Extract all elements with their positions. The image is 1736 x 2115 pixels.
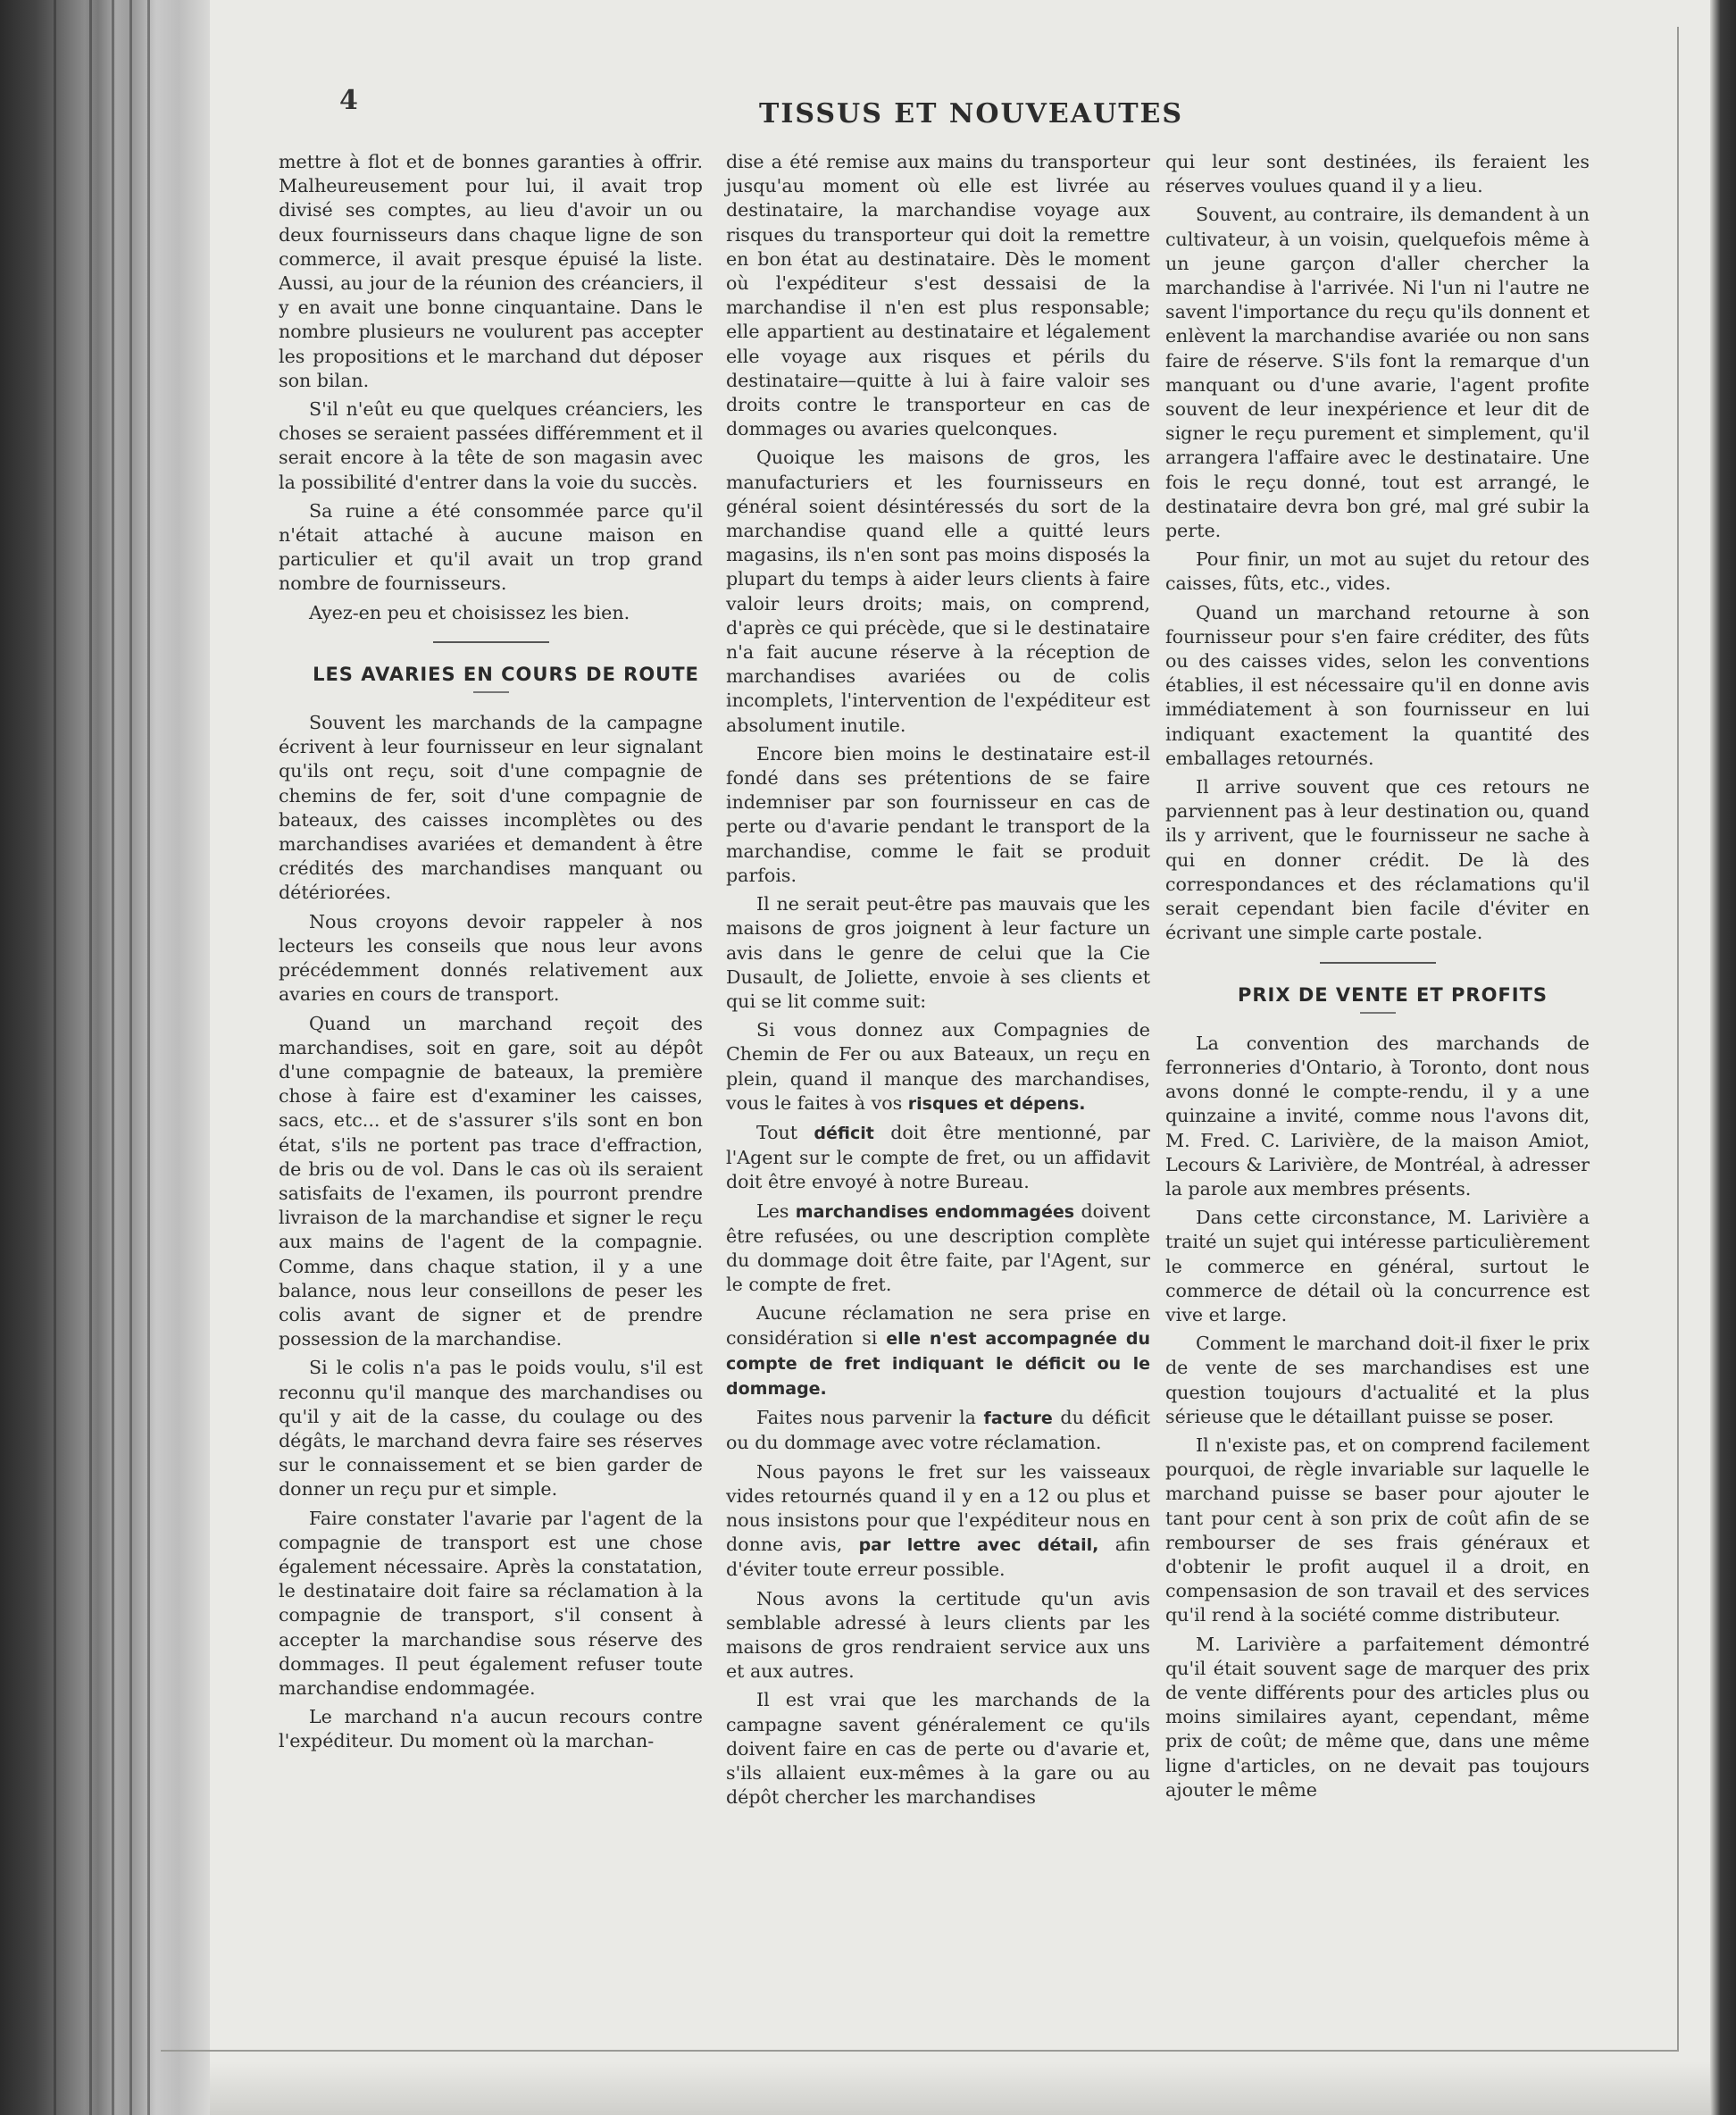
notice-paragraph: Faites nous parvenir la facture du déficit ou du dommage avec votre réclamation. [726,1407,1150,1454]
paragraph: S'il n'eût eu que quelques créanciers, les choses se seraient passées différemment et il serait encore à la tête de son magasin avec la possibilité d'entrer dans la voie du succès. [279,398,703,493]
notice-paragraph: Aucune réclamation ne sera prise en considération si elle n'est accompagnée du compte de fret indiquant le déficit ou le dommage. [726,1302,1150,1399]
paragraph: Il arrive souvent que ces retours ne parviennent pas à leur destination ou, quand ils y arrivent, que le fournisseur ne sache à qui en donner crédit. De là des correspondances et des réclamations qu'il serait cependant bien facile d'éviter en écrivant une simple carte postale. [1165,776,1590,944]
heading-rule [473,691,509,693]
notice-paragraph: Si vous donnez aux Compagnies de Chemin de Fer ou aux Bateaux, un reçu en plein, quand il manque des marchandises, vous le faites à vos risques et dépens. [726,1019,1150,1114]
running-title: TISSUS ET NOUVEAUTES [759,98,1184,130]
paragraph: Sa ruine a été consommée parce qu'il n'était attaché à aucune maison en particulier et qu'il avait un trop grand nombre de fournisseurs. [279,499,703,595]
paragraph: qui leur sont destinées, ils feraient les réserves voulues quand il y a lieu. [1165,151,1590,197]
page-number: 4 [339,85,358,116]
notice-paragraph: Tout déficit doit être mentionné, par l'Agent sur le compte de fret, ou un affidavit doit être envoyé à notre Bureau. [726,1121,1150,1193]
paragraph: Le marchand n'a aucun recours contre l'expéditeur. Du moment où la marchan- [279,1706,703,1752]
paragraph: M. Larivière a parfaitement démontré qu'il était souvent sage de marquer des prix de vente différents pour des articles plus ou moins similaires ayant, cependant, même prix de coût; de même que, dans une même ligne d'articles, on ne devait pas toujours ajouter le même [1165,1633,1590,1801]
section-divider [1320,962,1436,964]
paragraph: Dans cette circonstance, M. Larivière a traité un sujet qui intéresse particulièrement le commerce en général, surtout le commerce de détail où la concurrence est vive et large. [1165,1207,1590,1325]
paragraph: Il est vrai que les marchands de la campagne savent généralement ce qu'ils doivent faire en cas de perte ou d'avarie et, s'ils allaient eux-mêmes à la gare ou au dépôt chercher les marchandises [726,1689,1150,1809]
page-frame-bottom [161,2050,1679,2052]
notice-paragraph: Nous payons le fret sur les vaisseaux vides retournés quand il y en a 12 ou plus et nous insistons pour que l'expéditeur nous en donne avis, par lettre avec détail, afin d'éviter toute erreur possible. [726,1460,1150,1581]
page-header [268,85,1590,138]
section-heading: LES AVARIES EN COURS DE ROUTE [313,663,699,685]
right-page-edge [1710,0,1736,2115]
column-1 [279,150,703,1759]
paragraph: Faire constater l'avarie par l'agent de la compagnie de transport est une chose également nécessaire. Après la constatation, le destinataire doit faire sa réclamation à la compagnie de transport, s'il consent à accepter la marchandise sous réserve des dommages. Il peut également refuser toute marchandise endommagée. [279,1507,703,1699]
column-3 [1165,150,1590,1807]
heading-rule [1360,1012,1396,1014]
paragraph: Quand un marchand reçoit des marchandises, soit en gare, soit au dépôt d'une compagnie de bateaux, la première chose à faire est d'examiner les caisses, sacs, etc... et de s'assurer s'ils sont en bon état, s'ils ne portent pas trace d'effraction, de bris ou de vol. Dans le cas où ils seraient satisfaits de l'examen, ils pourront prendre livraison de la marchandise et signer le reçu aux mains de l'agent de la compagnie. Comme, dans chaque station, il y a une balance, nous leur conseillons de peser les colis avant de signer et de prendre possession de la marchandise. [279,1012,703,1350]
paragraph: Nous croyons devoir rappeler à nos lecteurs les conseils que nous leur avons précédemment donnés relativement aux avaries en cours de transport. [279,910,703,1006]
paragraph: Pour finir, un mot au sujet du retour des caisses, fûts, etc., vides. [1165,548,1590,595]
paragraph: mettre à flot et de bonnes garanties à offrir. Malheureusement pour lui, il avait trop divisé ses comptes, au lieu d'avoir un ou deux fournisseurs dans chaque ligne de son commerce, il avait presque épuisé la liste. Aussi, au jour de la réunion des créanciers, il y en avait une bonne cinquantaine. Dans le nombre plusieurs ne voulurent pas accepter les propositions et le marchand dut déposer son bilan. [279,151,703,391]
paragraph: Comment le marchand doit-il fixer le prix de vente de ses marchandises est une question toujours d'actualité et la plus sérieuse que le détaillant puisse se poser. [1165,1333,1590,1427]
paragraph: Nous avons la certitude qu'un avis semblable adressé à leurs clients par les maisons de gros rendraient service aux uns et aux autres. [726,1587,1150,1683]
paragraph: Souvent, au contraire, ils demandent à un cultivateur, à un voisin, quelquefois même à un jeune garçon d'aller chercher la marchandise à l'arrivée. Ni l'un ni l'autre ne savent l'importance du reçu qu'ils donnent et enlèvent la marchandise avariée ou non sans faire de réserve. S'ils font la remarque d'un manquant ou d'une avarie, l'agent profite souvent de leur inexpérience et leur dit de signer le reçu purement et simplement, qu'il arrangera l'affaire avec le destinataire. Une fois le reçu donné, tout est arrangé, le destinataire devra bon gré, mal gré subir la perte. [1165,204,1590,542]
page-frame-right [1677,27,1679,2051]
paragraph: Quand un marchand retourne à son fournisseur pour s'en faire créditer, des fûts ou des caisses vides, selon les conventions établies, il est nécessaire qu'il en donne avis immédiatement à son fournisseur en lui indiquant exactement la quantité des emballages retournés. [1165,601,1590,769]
paragraph: Souvent les marchands de la campagne écrivent à leur fournisseur en leur signalant qu'ils ont reçu, soit d'une compagnie de chemins de fer, soit d'une compagnie de bateaux, des caisses incomplètes ou des marchandises avariées et demandent à être crédités des marchandises manquant ou détériorées. [279,712,703,904]
page-bottom-edge [210,2061,1710,2115]
paragraph: Si le colis n'a pas le poids voulu, s'il est reconnu qu'il manque des marchandises ou qu'il y ait de la casse, du coulage ou des dégâts, le marchand devra faire ses réserves sur le connaissement et se bien garder de donner un reçu pur et simple. [279,1357,703,1501]
paragraph: Quoique les maisons de gros, les manufacturiers et les fournisseurs en général soient désintéressés du sort de la marchandise quand elle a quitté leurs magasins, ils n'en sont pas moins disposés la plupart du temps à aider leurs clients à faire valoir leurs droits; mais, on comprend, d'après ce qui précède, que si le destinataire n'a fait aucune réserve à la réception de marchandises avariées ou de colis incomplets, l'intervention de l'expéditeur est absolument inutile. [726,447,1150,736]
section-divider [433,641,549,643]
paragraph: dise a été remise aux mains du transporteur jusqu'au moment où elle est livrée au destinataire, la marchandise voyage aux risques du transporteur qui doit la remettre en bon état au destinataire. Dès le moment où l'expéditeur s'est dessaisi de la marchandise il n'en est plus responsable; elle appartient au destinataire et légalement elle voyage aux risques et périls du destinataire—quitte à lui à faire valoir ses droits contre le transporteur en cas de dommages ou avaries quelconques. [726,151,1150,440]
paragraph: Encore bien moins le destinataire est-il fondé dans ses prétentions de se faire indemniser par son fournisseur en cas de perte ou d'avarie pendant le transport de la marchandise, comme le fait se produit parfois. [726,742,1150,886]
section-heading: PRIX DE VENTE ET PROFITS [1237,983,1548,1006]
notice-paragraph: Les marchandises endommagées doivent être refusées, ou une description complète du dommage doit être faite, par l'Agent, sur le compte de fret. [726,1200,1150,1296]
column-2 [726,150,1150,1814]
book-binding [0,0,210,2115]
paragraph: Il ne serait peut-être pas mauvais que les maisons de gros joignent à leur facture un avis dans le genre de celui que la Cie Dusault, de Joliette, envoie à ses clients et qui se lit comme suit: [726,893,1150,1012]
paragraph: Il n'existe pas, et on comprend facilement pourquoi, de règle invariable sur laquelle le marchand puisse se baser pour ajouter le tant pour cent à son prix de coût afin de se rembourser de ses frais généraux et d'obtenir le profit auquel il a droit, en compensasion de son travail et des services qu'il rend à la société comme distributeur. [1165,1434,1590,1626]
paragraph: La convention des marchands de ferronneries d'Ontario, à Toronto, dont nous avons donné le compte-rendu, il y a une quinzaine a invité, comme nous l'avons dit, M. Fred. C. Larivière, de la maison Amiot, Lecours & Larivière, de Montréal, à adresser la parole aux membres présents. [1165,1032,1590,1200]
paragraph: Ayez-en peu et choisissez les bien. [309,601,630,623]
